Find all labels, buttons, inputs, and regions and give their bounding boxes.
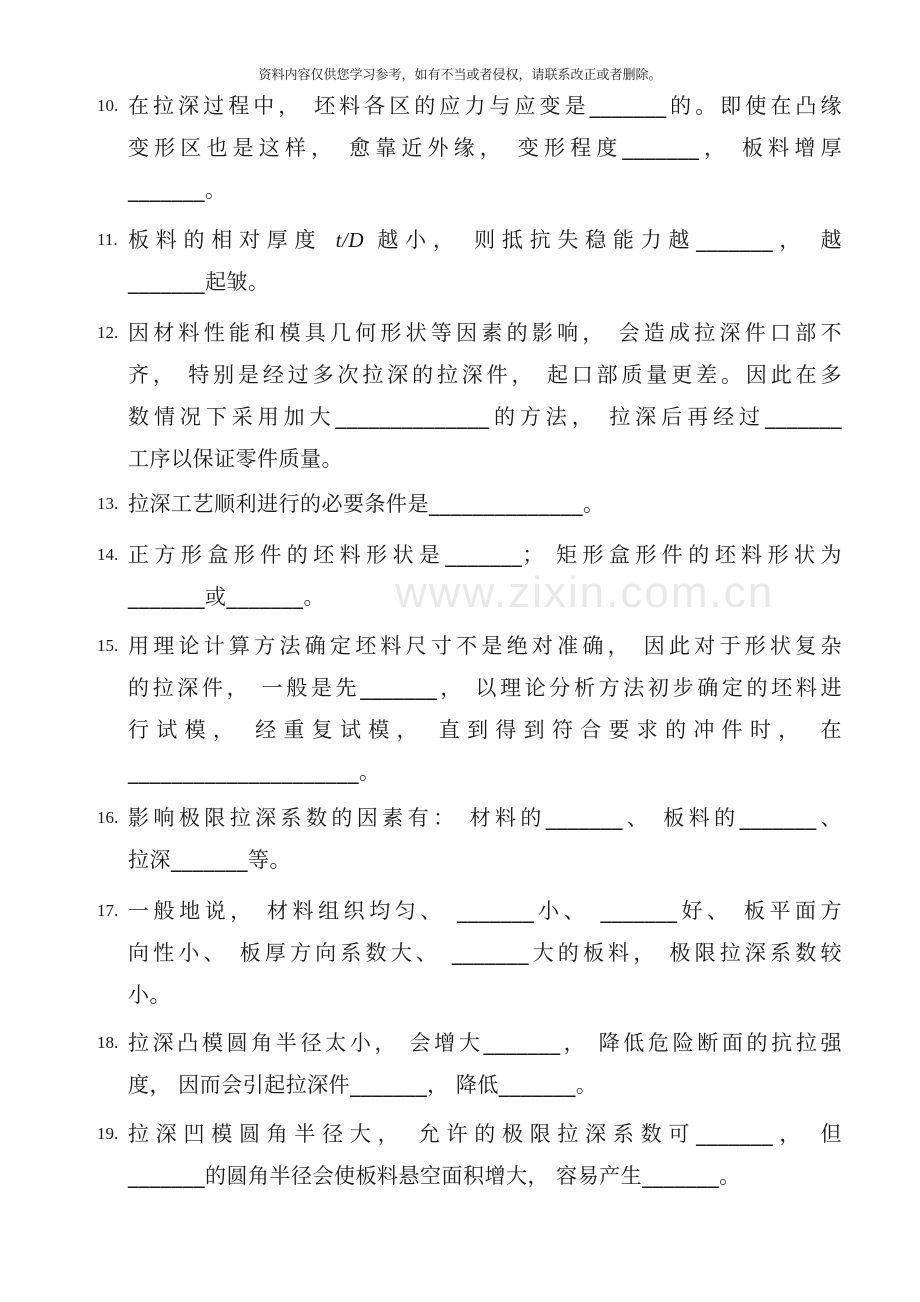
question-text-line: 变形区也是这样， 愈靠近外缘， 变形程度_______， 板料增厚 (128, 136, 842, 160)
question-text-line: 一般地说， 材料组织均匀、 _______小、 _______好、 板平面方 (128, 899, 842, 923)
question-text-line: 正方形盒形件的坯料形状是_______； 矩形盒形件的坯料形状为 (128, 543, 842, 567)
question-text-line: 拉深凸模圆角半径太小， 会增大_______， 降低危险断面的抗拉强 (128, 1031, 842, 1055)
question-text-line: _______或_______。 (128, 585, 325, 609)
question-number: 15. (97, 636, 119, 655)
question-text-line: _______起皱。 (128, 270, 270, 294)
question-number: 18. (97, 1033, 119, 1052)
question-text-line: 影响极限拉深系数的因素有： 材料的_______、 板料的_______、 (128, 806, 842, 830)
question-text-line: 齐， 特别是经过多次拉深的拉深件， 起口部质量更差。因此在多 (128, 363, 842, 387)
question-text-line: 向性小、 板厚方向系数大、 _______大的板料， 极限拉深系数较 (128, 941, 842, 965)
question-text-line: 拉深凹模圆角半径大， 允许的极限拉深系数可_______， 但 (128, 1122, 842, 1146)
question-text-line: _____________________。 (128, 760, 381, 784)
question-text-line: 用理论计算方法确定坯料尺寸不是绝对准确， 因此对于形状复杂 (128, 634, 842, 658)
page-header-notice: 资料内容仅供您学习参考，如有不当或者侵权，请联系改正或者删除。 (258, 68, 662, 83)
question-text-line: 拉深_______等。 (128, 848, 291, 872)
question-text-line: 度， 因而会引起拉深件_______， 降低_______。 (128, 1073, 598, 1097)
watermark: www.zixin.com.cn (395, 568, 775, 617)
question-number: 16. (97, 808, 119, 827)
question-text-line: _______的圆角半径会使板料悬空面积增大， 容易产生_______。 (128, 1164, 741, 1188)
question-text-line: 工序以保证零件质量。 (128, 447, 343, 471)
question-text-line: 在拉深过程中， 坯料各区的应力与应变是_______的。即使在凸缘 (128, 94, 842, 118)
question-text-line: 的拉深件， 一般是先_______， 以理论分析方法初步确定的坯料进 (128, 676, 842, 700)
question-number: 17. (97, 901, 119, 920)
question-text-line: 行试模， 经重复试模， 直到得到符合要求的冲件时， 在 (128, 718, 842, 742)
question-text-line: 拉深工艺顺利进行的必要条件是______________。 (128, 492, 605, 516)
question-number: 11. (97, 230, 118, 249)
question-number: 19. (97, 1124, 119, 1143)
question-number: 13. (97, 494, 119, 513)
question-text-line: _______。 (128, 178, 227, 202)
question-number: 10. (97, 96, 119, 115)
question-text-line: 板料的相对厚度 t/D 越小， 则抵抗失稳能力越_______， 越 (128, 228, 842, 252)
question-number: 12. (97, 323, 119, 342)
question-number: 14. (97, 545, 119, 564)
question-text-line: 数情况下采用加大______________的方法， 拉深后再经过_______ (128, 405, 842, 429)
question-text-line: 小。 (128, 983, 171, 1007)
question-text-line: 因材料性能和模具几何形状等因素的影响， 会造成拉深件口部不 (128, 321, 842, 345)
